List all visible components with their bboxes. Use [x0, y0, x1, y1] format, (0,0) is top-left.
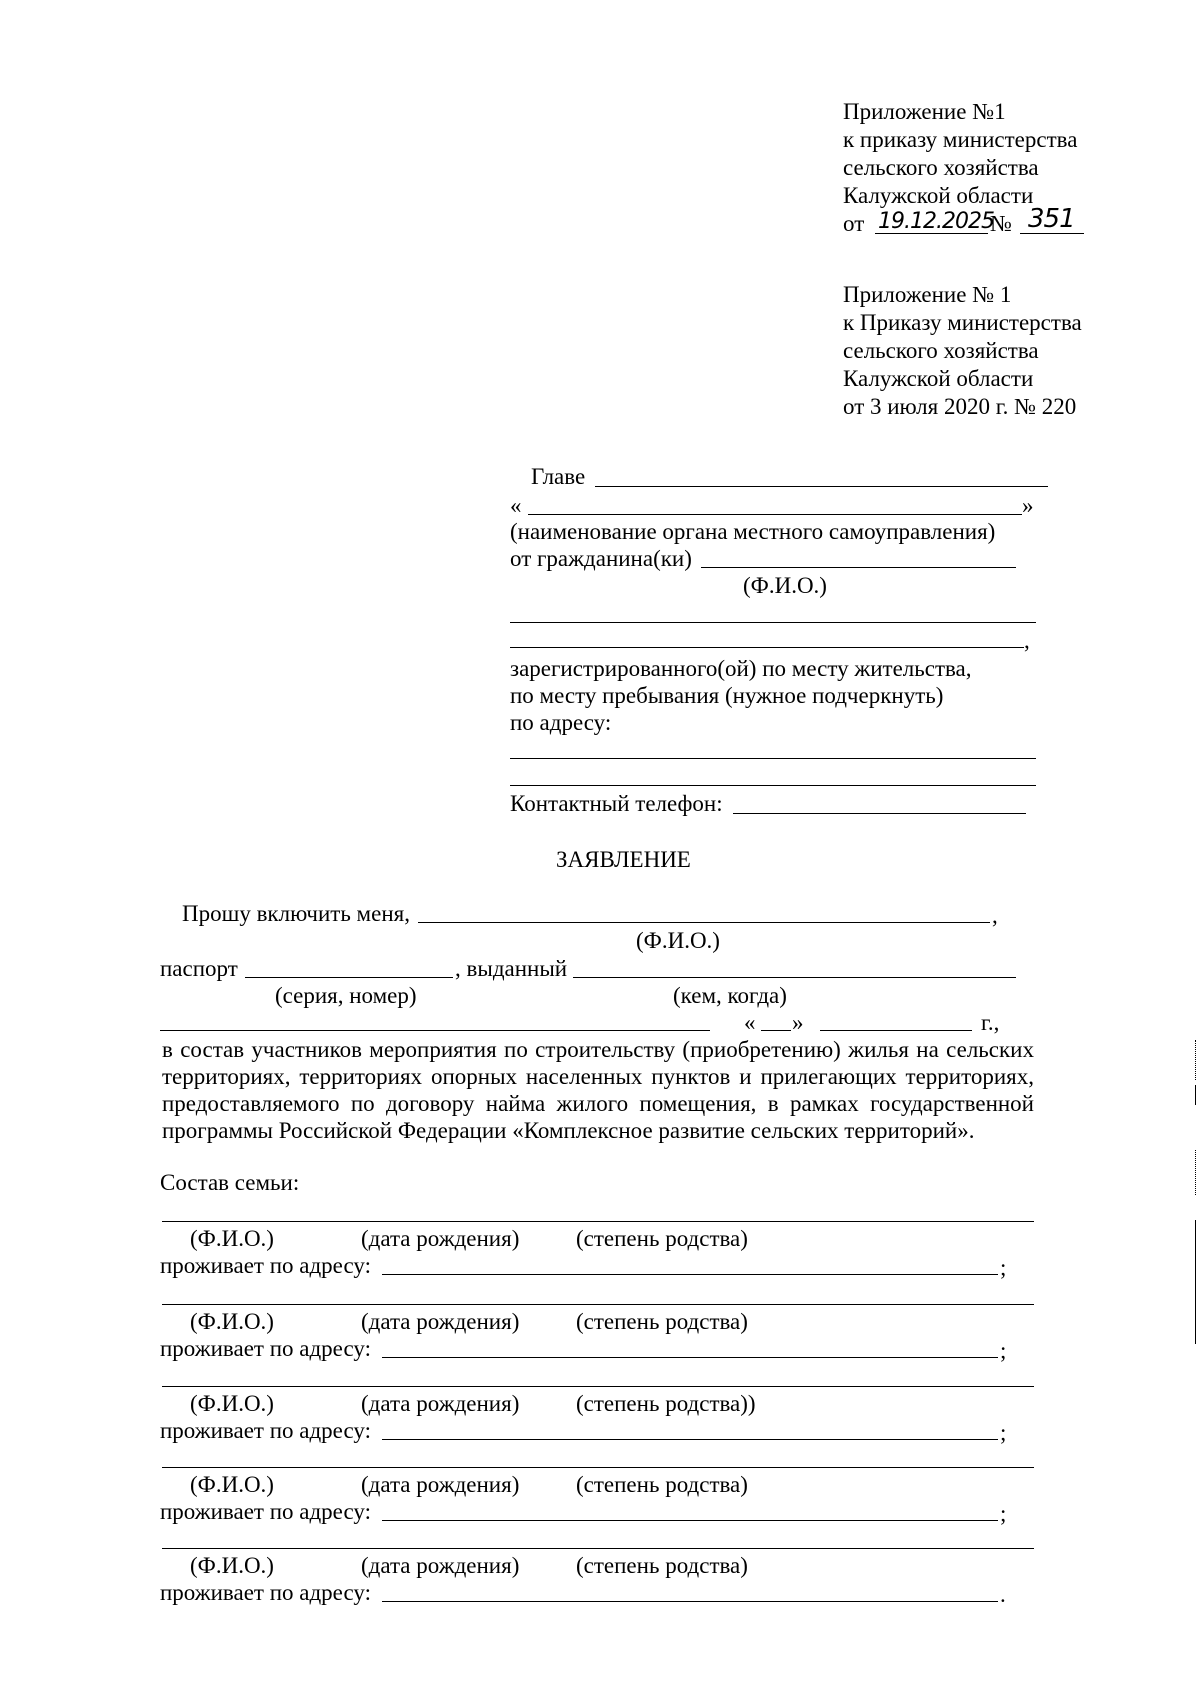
scan-edge-mark	[1195, 1220, 1196, 1344]
family-line-end: ;	[1000, 1501, 1007, 1526]
paragraph-line-3: предоставляемого по договору найма жилого помещения, в рамках государственной	[162, 1091, 1034, 1116]
appendix1-number-sign: №	[990, 211, 1012, 236]
series-number-caption: (серия, номер)	[275, 983, 417, 1008]
family-birth-caption: (дата рождения)	[361, 1553, 520, 1578]
registered-text-line3: по адресу:	[510, 710, 612, 735]
family-fio-caption: (Ф.И.О.)	[190, 1472, 274, 1497]
family-address-line[interactable]	[382, 1601, 998, 1602]
family-address-label: проживает по адресу:	[160, 1253, 371, 1278]
applicant-name-line[interactable]	[418, 922, 990, 923]
family-member-line[interactable]	[162, 1221, 1034, 1222]
family-address-line[interactable]	[382, 1439, 998, 1440]
family-birth-caption: (дата рождения)	[361, 1472, 520, 1497]
phone-label: Контактный телефон:	[510, 791, 723, 816]
registered-text-line1: зарегистрированного(ой) по месту жительства,	[510, 656, 972, 681]
appendix1-line2: к приказу министерства	[843, 127, 1078, 152]
issued-label: , выданный	[455, 956, 568, 981]
family-member-line[interactable]	[162, 1386, 1034, 1387]
paragraph-line-2: территориях, территориях опорных населенных пунктов и прилегающих территориях,	[162, 1064, 1034, 1089]
family-address-line[interactable]	[382, 1520, 998, 1521]
appendix1-line4: Калужской области	[843, 183, 1034, 208]
family-address-label: проживает по адресу:	[160, 1580, 371, 1605]
family-address-label: проживает по адресу:	[160, 1499, 371, 1524]
family-fio-caption: (Ф.И.О.)	[190, 1553, 274, 1578]
family-fio-caption: (Ф.И.О.)	[190, 1391, 274, 1416]
org-caption: (наименование органа местного самоуправления)	[510, 519, 996, 544]
scan-edge-mark	[1195, 1150, 1196, 1195]
family-relation-caption: (степень родства)	[576, 1226, 748, 1251]
issued-by-line[interactable]	[573, 977, 1016, 978]
family-line-end: .	[1000, 1582, 1006, 1607]
request-label: Прошу включить меня,	[182, 901, 410, 926]
applicant-fio-caption: (Ф.И.О.)	[636, 928, 720, 953]
appendix2-line4: Калужской области	[843, 366, 1034, 391]
family-member-line[interactable]	[162, 1304, 1034, 1305]
appendix2-line3: сельского хозяйства	[843, 338, 1039, 363]
appendix1-number-handwritten: 351	[1028, 204, 1075, 234]
family-birth-caption: (дата рождения)	[361, 1391, 520, 1416]
appendix1-date-prefix: от	[843, 211, 865, 236]
family-heading: Состав семьи:	[160, 1170, 300, 1195]
family-relation-caption: (степень родства))	[576, 1391, 756, 1416]
org-quote-close: »	[1022, 493, 1034, 518]
paragraph-line-4: программы Российской Федерации «Комплексное развитие сельских территорий».	[162, 1118, 975, 1143]
family-fio-caption: (Ф.И.О.)	[190, 1226, 274, 1251]
citizen-name-line[interactable]	[701, 567, 1016, 568]
family-birth-caption: (дата рождения)	[361, 1309, 520, 1334]
phone-line[interactable]	[733, 813, 1026, 814]
passport-number-line[interactable]	[245, 977, 453, 978]
scan-edge-mark	[1195, 1040, 1196, 1080]
appendix1-line1: Приложение №1	[843, 99, 1006, 124]
org-name-line[interactable]	[528, 514, 1022, 515]
citizen-fio-caption: (Ф.И.О.)	[743, 573, 827, 598]
org-quote-open: «	[510, 493, 522, 518]
family-line-end: ;	[1000, 1255, 1007, 1280]
passport-label: паспорт	[160, 956, 238, 981]
family-relation-caption: (степень родства)	[576, 1472, 748, 1497]
head-name-line[interactable]	[595, 486, 1048, 487]
appendix1-date-handwritten: 19.12.2025	[878, 209, 994, 234]
address-line-1[interactable]	[510, 758, 1036, 759]
paragraph-line-1: в состав участников мероприятия по строительству (приобретению) жилья на сельских	[162, 1037, 1034, 1062]
citizen-extra-line-2[interactable]	[510, 647, 1024, 648]
appendix2-line1: Приложение № 1	[843, 282, 1012, 307]
document-title: ЗАЯВЛЕНИЕ	[556, 847, 691, 872]
appendix1-line3: сельского хозяйства	[843, 155, 1039, 180]
family-fio-caption: (Ф.И.О.)	[190, 1309, 274, 1334]
applicant-comma: ,	[992, 903, 998, 928]
registered-text-line2: по месту пребывания (нужное подчеркнуть)	[510, 683, 944, 708]
scan-edge-mark	[1195, 1085, 1196, 1105]
issue-month-line[interactable]	[820, 1030, 972, 1031]
family-address-line[interactable]	[382, 1274, 998, 1275]
citizen-extra-comma: ,	[1024, 628, 1030, 653]
citizen-extra-line-1[interactable]	[510, 622, 1036, 623]
address-line-2[interactable]	[510, 785, 1036, 786]
family-birth-caption: (дата рождения)	[361, 1226, 520, 1251]
family-line-end: ;	[1000, 1420, 1007, 1445]
issued-by-line-2[interactable]	[160, 1030, 710, 1031]
family-address-line[interactable]	[382, 1357, 998, 1358]
family-relation-caption: (степень родства)	[576, 1553, 748, 1578]
from-citizen-label: от гражданина(ки)	[510, 546, 692, 571]
appendix2-line5: от 3 июля 2020 г. № 220	[843, 394, 1077, 419]
issue-day-line[interactable]	[761, 1030, 791, 1031]
issued-caption: (кем, когда)	[673, 983, 787, 1008]
appendix2-line2: к Приказу министерства	[843, 310, 1082, 335]
family-member-line[interactable]	[162, 1548, 1034, 1549]
date-quote-open: «	[744, 1010, 756, 1035]
to-head-label: Главе	[531, 464, 586, 489]
family-address-label: проживает по адресу:	[160, 1336, 371, 1361]
family-line-end: ;	[1000, 1338, 1007, 1363]
family-relation-caption: (степень родства)	[576, 1309, 748, 1334]
year-suffix: г.,	[981, 1010, 1000, 1035]
date-quote-close: »	[792, 1010, 804, 1035]
family-member-line[interactable]	[162, 1467, 1034, 1468]
family-address-label: проживает по адресу:	[160, 1418, 371, 1443]
